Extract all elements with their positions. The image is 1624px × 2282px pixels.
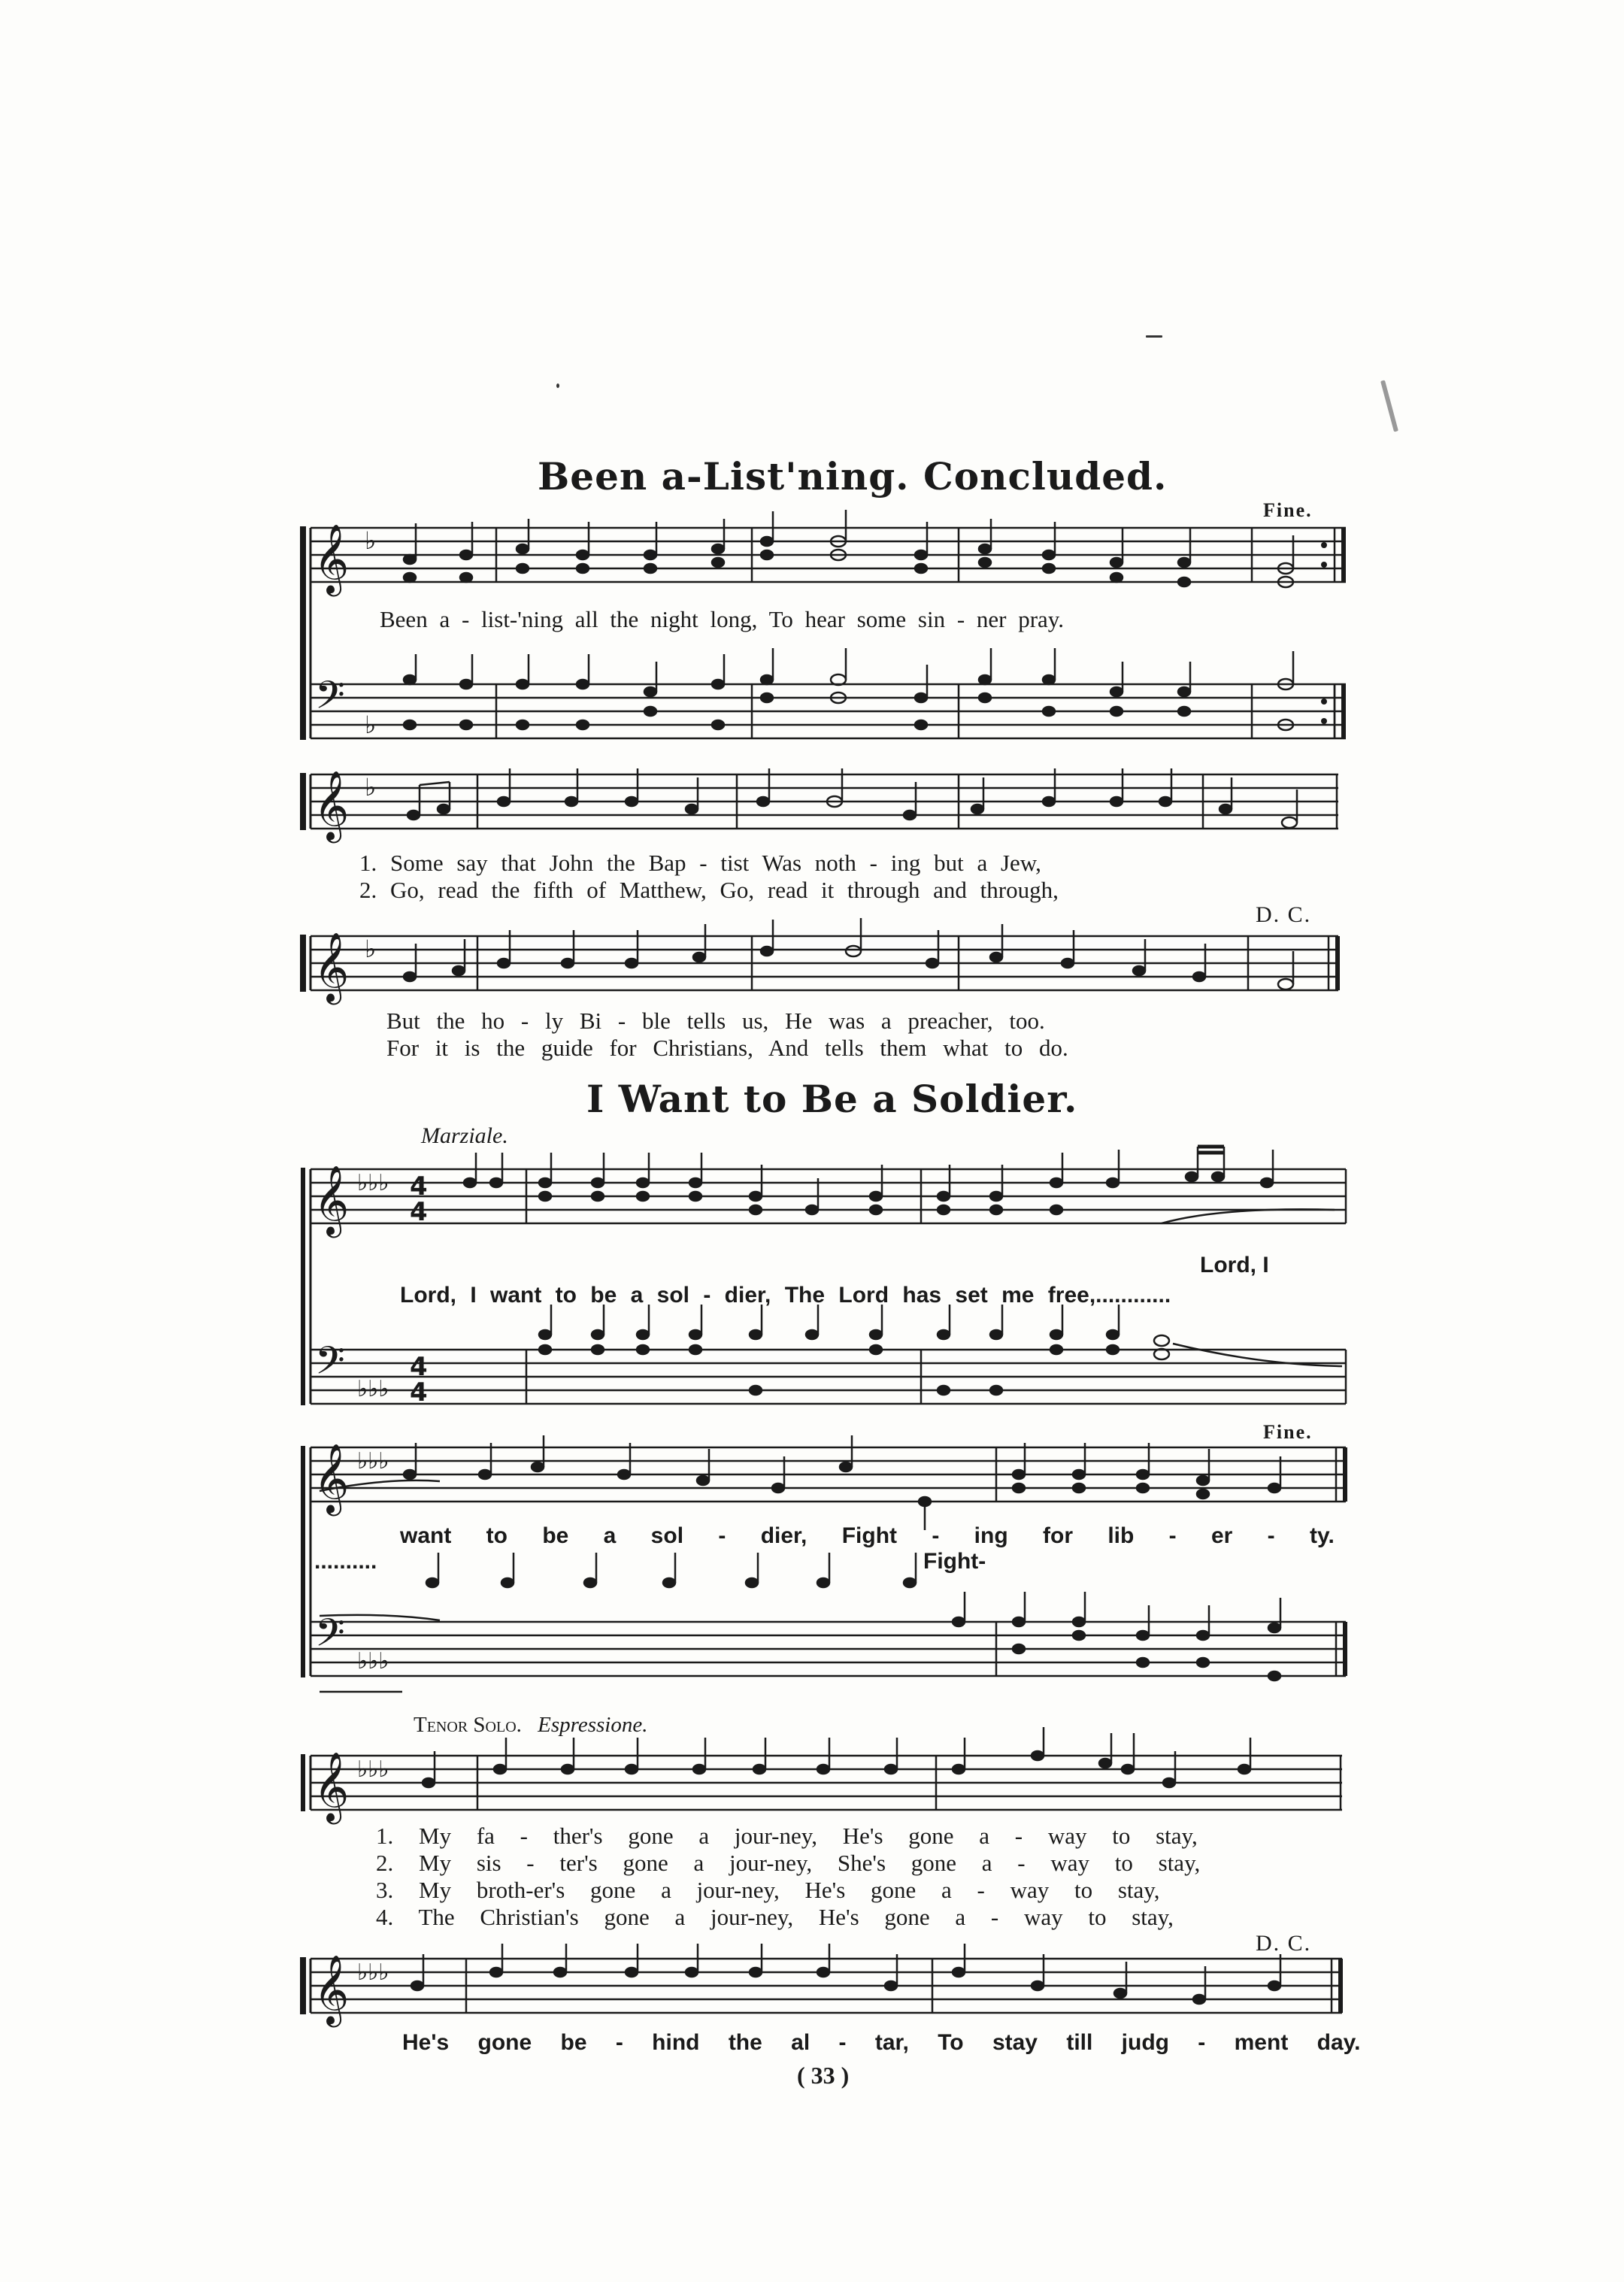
svg-text:♭♭♭: ♭♭♭	[357, 1648, 389, 1674]
svg-text:𝄢: 𝄢	[315, 1610, 345, 1665]
page-speck	[1146, 335, 1162, 338]
svg-text:♭: ♭	[365, 526, 377, 555]
svg-text:𝄞: 𝄞	[314, 1954, 350, 2024]
svg-text:𝄢: 𝄢	[315, 1338, 345, 1393]
svg-text:♭: ♭	[365, 711, 377, 739]
tenor-solo-staff	[297, 1733, 1357, 1831]
svg-text:4: 4	[410, 1377, 428, 1408]
tempo-marking: Marziale.	[421, 1123, 508, 1148]
solo-label: Tenor Solo.	[414, 1713, 522, 1737]
song1-system1	[297, 519, 1357, 759]
song1-verse2-line2: For it is the guide for Christians, And tells them what to do.	[386, 1035, 1068, 1061]
song2-lyric-line1: Lord, I want to be a sol - dier, The Lord has set me free,............	[400, 1283, 1171, 1308]
svg-text:𝄞: 𝄞	[314, 770, 350, 840]
svg-text:♭♭♭: ♭♭♭	[357, 1756, 389, 1783]
svg-text:4: 4	[410, 1171, 428, 1202]
svg-text:♭♭♭: ♭♭♭	[357, 1376, 389, 1402]
tenor-verse-3: 3. My broth-er's gone a jour-ney, He's gone a - way to stay,	[376, 1877, 1160, 1903]
closing-lyric: He's gone be - hind the al - tar, To stay till judg - ment day.	[402, 2030, 1361, 2055]
song1-verse2-line1: 2. Go, read the fifth of Matthew, Go, read it through and through,	[359, 877, 1059, 903]
song1-refrain-lyrics: Been a - list-'ning all the night long, To hear some sin - ner pray.	[380, 606, 1065, 632]
svg-text:𝄞: 𝄞	[314, 1751, 350, 1821]
tenor-verse-2: 2. My sis - ter's gone a jour-ney, She's gone a - way to stay,	[376, 1850, 1201, 1876]
lyric-leader-dots: ..........	[314, 1549, 377, 1574]
dc-marker-2: D. C.	[1256, 1931, 1312, 1956]
svg-text:𝄞: 𝄞	[314, 523, 350, 593]
song1-verse1-line2: But the ho - ly Bi - ble tells us, He was a preacher, too.	[386, 1008, 1045, 1034]
svg-text:𝄞: 𝄞	[314, 1165, 350, 1235]
ink-mark	[1380, 380, 1398, 432]
song1-system3	[297, 921, 1357, 1011]
svg-text:𝄞: 𝄞	[314, 932, 350, 1002]
song2-system2	[297, 1425, 1357, 1696]
page-speck	[556, 383, 559, 388]
solo-tempo: Espressione.	[538, 1713, 648, 1737]
dc-marker: D. C.	[1256, 902, 1312, 927]
echo-lyric-1: Lord, I	[1200, 1253, 1269, 1277]
fine-marker: Fine.	[1263, 499, 1313, 521]
song1-system2	[297, 759, 1357, 850]
svg-text:𝄞: 𝄞	[314, 1443, 350, 1513]
svg-text:♭♭♭: ♭♭♭	[357, 1959, 389, 1986]
song1-verse1-line1: 1. Some say that John the Bap - tist Was noth - ing but a Jew,	[359, 850, 1041, 876]
svg-text:𝄢: 𝄢	[315, 672, 345, 727]
fine-marker-2: Fine.	[1263, 1421, 1313, 1443]
song2-title: I Want to Be a Soldier.	[586, 1077, 1078, 1121]
svg-text:4: 4	[410, 1197, 428, 1227]
tenor-verse-4: 4. The Christian's gone a jour-ney, He's gone a - way to stay,	[376, 1904, 1174, 1930]
tenor-solo-staff-2	[297, 1944, 1357, 2034]
song1-title: Been a-List'ning. Concluded.	[538, 454, 1168, 499]
svg-text:♭♭♭: ♭♭♭	[357, 1170, 389, 1196]
song2-lyric-line2: want to be a sol - dier, Fight - ing for lib - er - ty.	[400, 1523, 1335, 1548]
svg-text:♭: ♭	[365, 935, 377, 963]
svg-text:4: 4	[410, 1352, 428, 1382]
page-number: ( 33 )	[797, 2062, 850, 2089]
tenor-verse-1: 1. My fa - ther's gone a jour-ney, He's gone a - way to stay,	[376, 1823, 1198, 1849]
svg-text:♭♭♭: ♭♭♭	[357, 1448, 389, 1474]
svg-text:♭: ♭	[365, 773, 377, 802]
echo-lyric-2: Fight-	[923, 1549, 986, 1574]
